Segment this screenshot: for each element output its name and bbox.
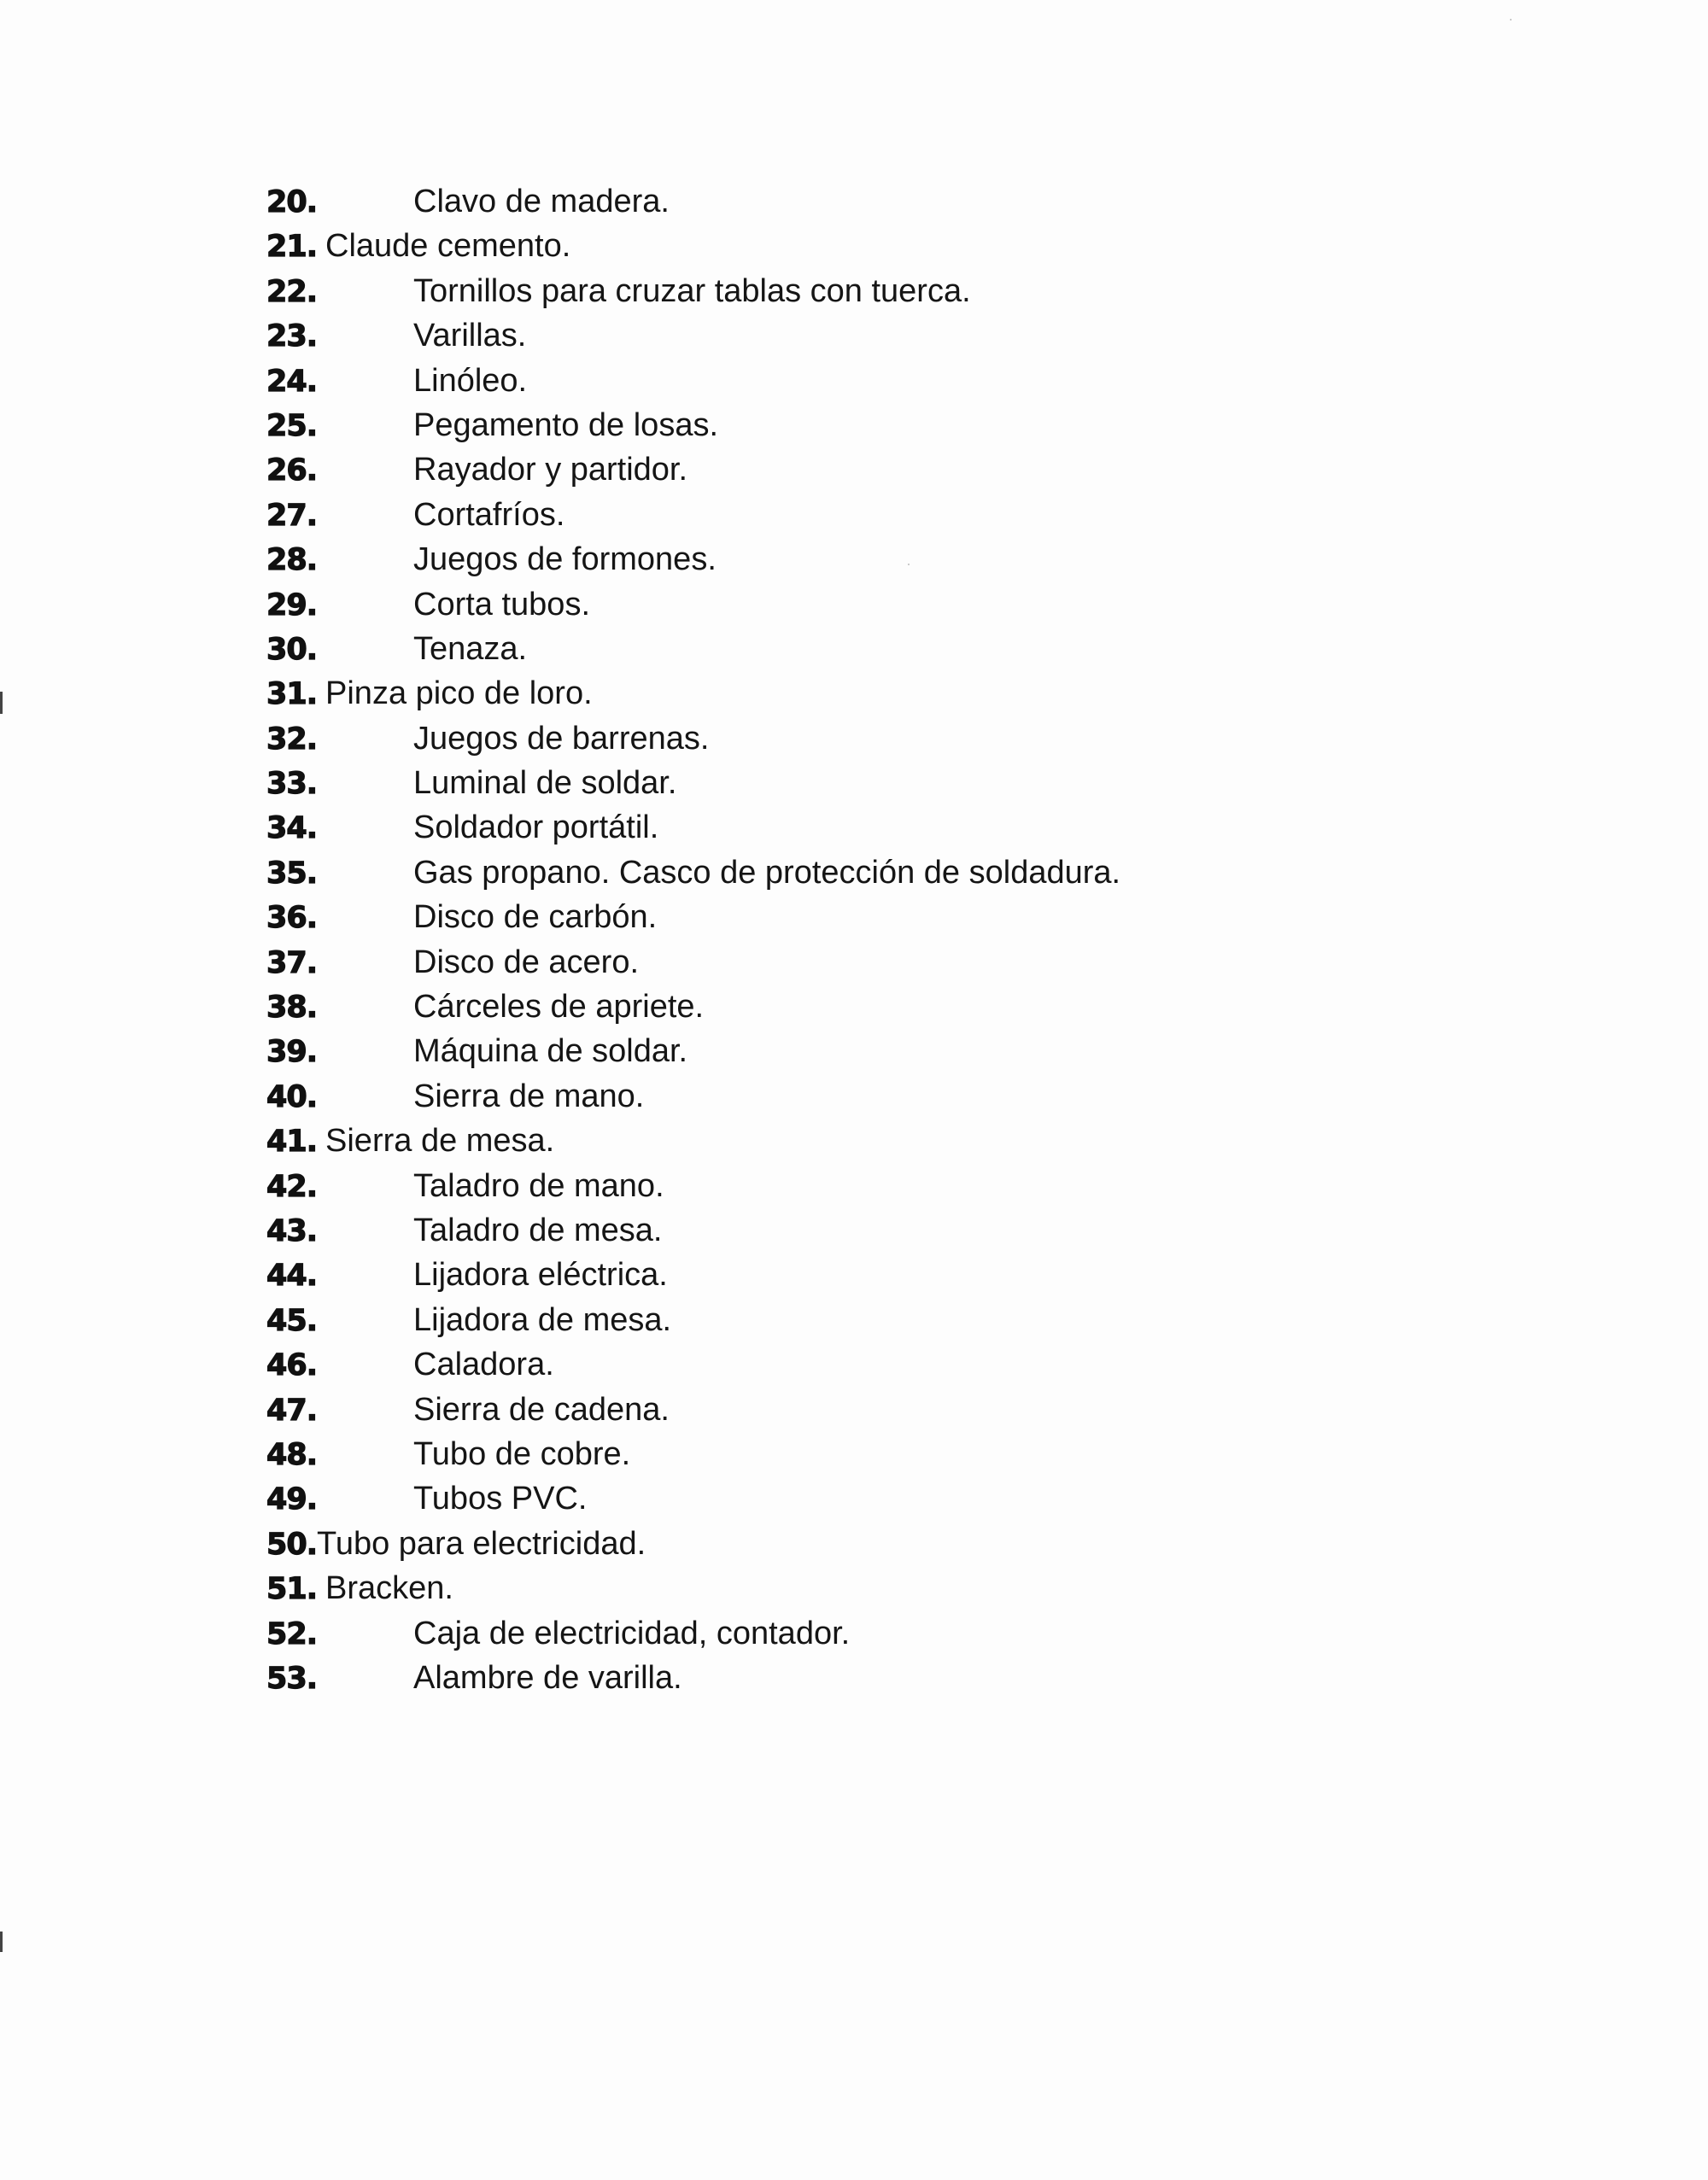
list-item: [266, 1342, 1505, 1387]
list-item: [266, 1522, 1505, 1566]
item-text: Juegos de formones.: [413, 541, 717, 578]
list-item: [266, 1388, 1505, 1432]
list-item: [266, 1476, 1505, 1521]
item-text: Alambre de varilla.: [413, 1659, 682, 1696]
item-text: Sierra de mesa.: [325, 1123, 555, 1160]
item-text: Soldador portátil.: [413, 809, 659, 846]
list-item: [266, 895, 1505, 939]
item-text: Taladro de mesa.: [413, 1212, 663, 1248]
item-number: 35.: [266, 856, 318, 891]
item-number: 50.: [266, 1527, 318, 1562]
item-text: Juegos de barrenas.: [413, 720, 710, 757]
list-item: [266, 1656, 1505, 1700]
item-number: 53.: [266, 1661, 318, 1696]
list-item: [266, 805, 1505, 850]
item-text: Pinza pico de loro.: [325, 675, 593, 712]
item-number: 25.: [266, 408, 318, 443]
item-number: 43.: [266, 1213, 318, 1248]
item-text: Clavo de madera.: [413, 184, 670, 219]
item-text: Varillas.: [413, 318, 527, 354]
scan-speck: [1510, 19, 1512, 20]
list-item: [266, 313, 1505, 358]
item-text: Sierra de mano.: [413, 1078, 645, 1114]
list-item: [266, 850, 1505, 895]
item-text: Tenaza.: [413, 630, 528, 667]
item-number: 30.: [266, 632, 318, 667]
list-item: [266, 537, 1505, 582]
item-number: 26.: [266, 453, 318, 488]
item-text: Tubo para electricidad.: [317, 1525, 646, 1562]
list-item: [266, 627, 1505, 671]
item-number: 24.: [266, 364, 318, 399]
item-text: Rayador y partidor.: [413, 452, 688, 488]
item-number: 46.: [266, 1348, 318, 1383]
item-text: Caladora.: [413, 1347, 554, 1383]
list-item: [266, 403, 1505, 447]
list-item: [266, 1029, 1505, 1073]
item-number: 37.: [266, 945, 318, 980]
list-item: [266, 269, 1505, 313]
item-number: 33.: [266, 767, 318, 802]
list-item: [266, 359, 1505, 403]
item-number: 27.: [266, 498, 318, 533]
item-text: Sierra de cadena.: [413, 1391, 670, 1428]
list-item: [266, 582, 1505, 627]
item-number: 32.: [266, 722, 318, 757]
item-text: Taladro de mano.: [413, 1167, 664, 1204]
item-number: 31.: [266, 677, 318, 712]
list-item: [266, 985, 1505, 1029]
list-item: [266, 1164, 1505, 1208]
item-number: 42.: [266, 1169, 318, 1204]
list-item: [266, 1208, 1505, 1253]
list-item: [266, 1253, 1505, 1297]
item-number: 23.: [266, 319, 318, 354]
scan-edge-mark-bottom: [0, 1932, 3, 1952]
list-item: [266, 179, 1505, 224]
item-text: Cárceles de apriete.: [413, 989, 705, 1026]
list-item: [266, 447, 1505, 492]
list-item: [266, 1566, 1505, 1610]
item-text: Luminal de soldar.: [413, 765, 677, 802]
item-number: 39.: [266, 1035, 318, 1070]
item-text: Tubos PVC.: [413, 1481, 588, 1517]
item-number: 20.: [266, 185, 318, 219]
item-number: 22.: [266, 274, 318, 309]
tool-list: [266, 179, 1505, 1700]
item-number: 29.: [266, 587, 318, 622]
list-item: [266, 493, 1505, 537]
list-item: [266, 761, 1505, 805]
item-number: 49.: [266, 1482, 318, 1517]
list-item: [266, 716, 1505, 761]
list-item: [266, 1119, 1505, 1163]
item-text: Bracken.: [325, 1570, 453, 1607]
list-item: [266, 1074, 1505, 1119]
list-item: [266, 1298, 1505, 1342]
item-text: Máquina de soldar.: [413, 1033, 688, 1070]
item-text: Caja de electricidad, contador.: [413, 1615, 851, 1651]
item-text: Linóleo.: [413, 362, 528, 399]
item-text: Disco de carbón.: [413, 899, 658, 936]
scan-edge-mark-top: [0, 692, 3, 714]
item-text: Cortafríos.: [413, 496, 565, 533]
item-text: Lijadora eléctrica.: [413, 1257, 668, 1294]
item-number: 28.: [266, 543, 318, 578]
item-number: 48.: [266, 1437, 318, 1472]
item-number: 45.: [266, 1303, 318, 1338]
item-text: Tubo de cobre.: [413, 1435, 631, 1472]
item-number: 51.: [266, 1572, 318, 1607]
item-text: Claude cemento.: [325, 228, 571, 265]
list-item: [266, 1611, 1505, 1656]
item-text: Pegamento de losas.: [413, 406, 719, 443]
item-number: 52.: [266, 1616, 318, 1651]
item-number: 38.: [266, 991, 318, 1026]
item-number: 34.: [266, 811, 318, 846]
list-item: [266, 1432, 1505, 1476]
item-text: Corta tubos.: [413, 586, 590, 622]
list-item: [266, 671, 1505, 716]
item-text: Gas propano. Casco de protección de soldadura.: [413, 854, 1121, 891]
item-number: 44.: [266, 1259, 318, 1294]
item-text: Tornillos para cruzar tablas con tuerca.: [413, 272, 971, 309]
item-number: 47.: [266, 1393, 318, 1428]
item-text: Lijadora de mesa.: [413, 1301, 672, 1338]
list-item: [266, 940, 1505, 985]
list-item: [266, 224, 1505, 268]
item-number: 40.: [266, 1079, 318, 1114]
item-text: Disco de acero.: [413, 944, 640, 980]
item-number: 36.: [266, 901, 318, 936]
item-number: 21.: [266, 230, 318, 265]
item-number: 41.: [266, 1125, 318, 1160]
